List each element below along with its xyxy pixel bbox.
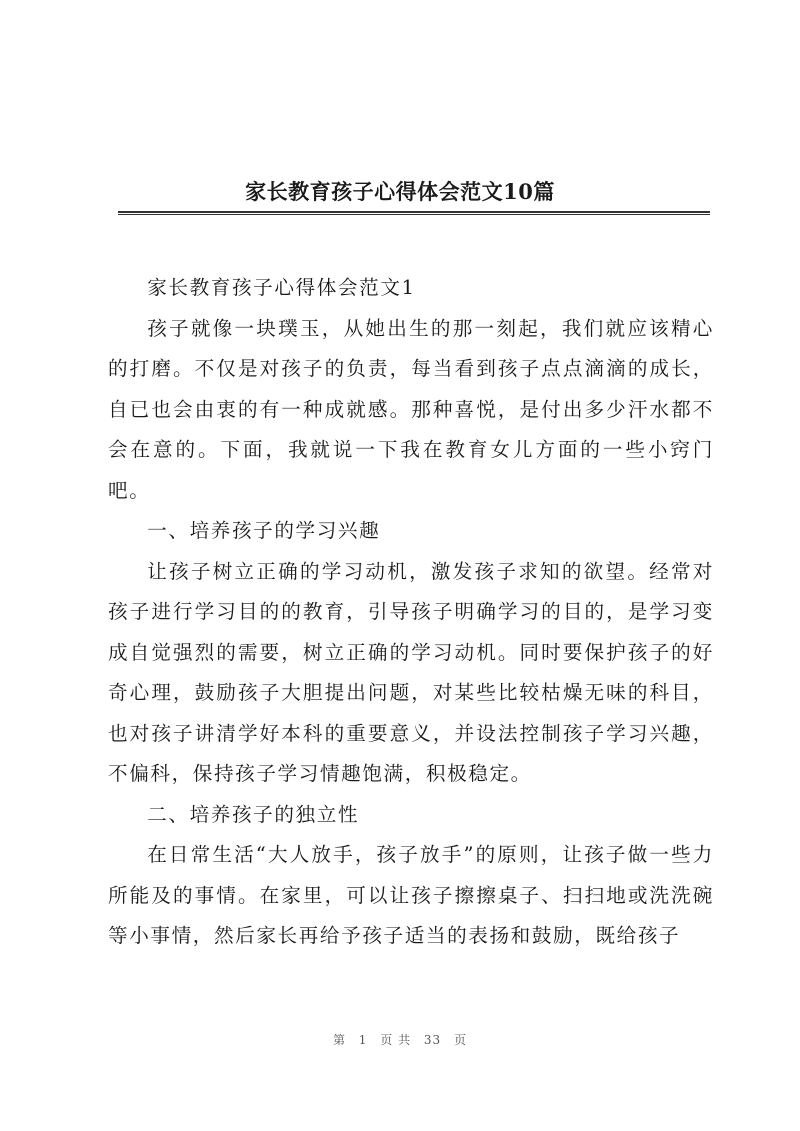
footer-page-label: 第	[332, 1033, 346, 1047]
section-heading: 二、培养孩子的独立性	[147, 802, 360, 826]
paragraph: 让孩子树立正确的学习动机，激发孩子求知的欲望。经常对孩子进行学习目的的教育，引导孩子明确学习的目的，是学习变成自觉强烈的需要，树立正确的学习动机。同时要保护孩子的好奇心理，鼓励孩子大胆提出问题，对某些比较枯燥无味的科目，也对孩子讲清学好本科的重要意义，并设法控制孩子学习兴趣，不偏科，保持孩子学习情趣饱满，积极稳定。	[108, 559, 714, 785]
section-heading: 家长教育孩子心得体会范文1	[147, 276, 416, 299]
footer-total-pages: 33	[423, 1033, 442, 1047]
paragraph: 孩子就像一块璞玉，从她出生的那一刻起，我们就应该精心的打磨。不仅是对孩子的负责，每当看到孩子点点滴滴的成长，自已也会由衷的有一种成就感。那种喜悦，是付出多少汗水都不会在意的。下面，我就说一下我在教育女儿方面的一些小窍门吧。	[108, 316, 714, 502]
footer-of-label: 页 共	[380, 1033, 412, 1047]
paragraph: 在日常生活“大人放手，孩子放手”的原则，让孩子做一些力所能及的事情。在家里，可以让孩子擦擦桌子、扫扫地或洗洗碗等小事情，然后家长再给予孩子适当的表扬和鼓励，既给孩子	[108, 843, 714, 947]
footer-current-page: 1	[358, 1033, 368, 1047]
document-body	[108, 268, 714, 957]
page-title: 家长教育孩子心得体会范文10篇	[245, 179, 555, 205]
title-divider	[118, 211, 710, 215]
page-footer	[0, 1031, 800, 1049]
section-heading: 一、培养孩子的学习兴趣	[147, 519, 381, 542]
footer-pages-label: 页	[454, 1033, 468, 1047]
